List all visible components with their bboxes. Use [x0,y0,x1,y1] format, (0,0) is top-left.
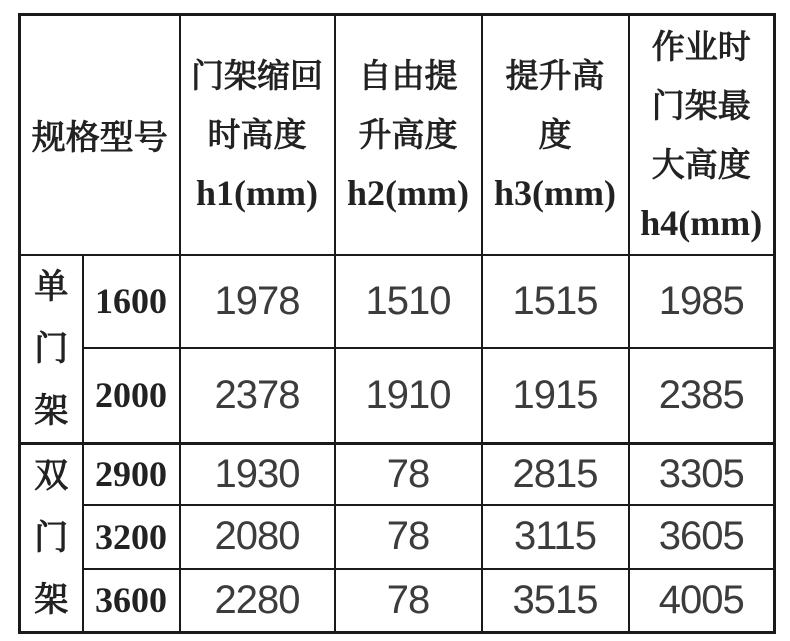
cell-3200-h3: 3115 [482,505,629,568]
cell-3600-h1: 2280 [180,569,335,632]
header-col-h1-symbol: h1(mm) [196,173,318,214]
table-row-3200 [20,505,775,568]
header-col-h4 [629,15,775,255]
cell-1600-h3: 1515 [482,255,629,349]
table-row-3600 [20,569,775,632]
model-cell-3200: 3200 [83,505,180,568]
table-row-2900 [20,443,775,505]
mast-type-double: 双 门 架 [20,443,83,632]
table-row-1600 [20,255,775,349]
header-col-h2-zh: 自由提 升高度 [358,57,458,154]
cell-1600-h4: 1985 [629,255,775,349]
header-row [20,15,775,255]
model-cell-2900: 2900 [83,443,180,505]
cell-1600-h1: 1978 [180,255,335,349]
header-col-h4-symbol: h4(mm) [640,202,763,243]
cell-2000-h2: 1910 [335,348,482,443]
cell-2000-h1: 2378 [180,348,335,443]
cell-3200-h2: 78 [335,505,482,568]
header-col-h4-zh: 作业时 门架最 大高度 [651,27,751,183]
header-col-h3-symbol: h3(mm) [494,173,616,214]
table-row-2000 [20,348,775,443]
cell-3200-h4: 3605 [629,505,775,568]
cell-1600-h2: 1510 [335,255,482,349]
cell-2000-h3: 1915 [482,348,629,443]
cell-2900-h1: 1930 [180,443,335,505]
header-col-h3-zh: 提升高 度 [505,57,605,154]
cell-2900-h2: 78 [335,443,482,505]
model-cell-3600: 3600 [83,569,180,632]
header-spec-model [20,15,180,255]
header-col-h1-zh: 门架缩回 时高度 [191,57,323,154]
header-col-h2-symbol: h2(mm) [347,173,469,214]
cell-2900-h4: 3305 [629,443,775,505]
cell-3600-h4: 4005 [629,569,775,632]
header-spec-model-label: 规格型号 [31,119,168,158]
header-col-h1 [180,15,335,255]
mast-spec-table [18,13,776,634]
header-col-h2 [335,15,482,255]
header-col-h3 [482,15,629,255]
mast-type-single: 单 门 架 [20,255,83,444]
model-cell-1600: 1600 [83,255,180,349]
cell-3200-h1: 2080 [180,505,335,568]
model-cell-2000: 2000 [83,348,180,443]
cell-2900-h3: 2815 [482,443,629,505]
cell-3600-h3: 3515 [482,569,629,632]
cell-3600-h2: 78 [335,569,482,632]
cell-2000-h4: 2385 [629,348,775,443]
